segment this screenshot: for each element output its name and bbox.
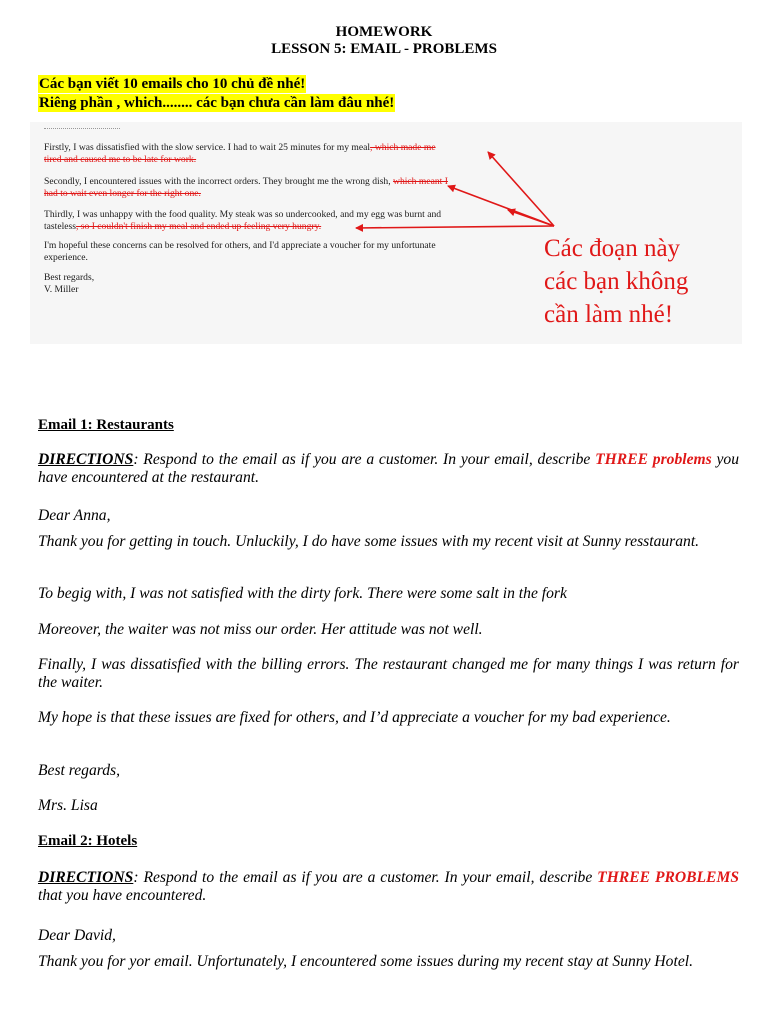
sample-line: Firstly, I was dissatisfied with the slow service. I had to wait 25 minutes for my meal, which made me <box>44 142 436 153</box>
sample-line: I'm hopeful these concerns can be resolved for others, and I'd appreciate a voucher for my unfortunate <box>44 240 436 251</box>
directions-label: DIRECTIONS <box>38 451 134 468</box>
email1-paragraph-1: Thank you for getting in touch. Unluckily, I do have some issues with my recent visit at Sunny resstaurant. <box>38 533 700 550</box>
email1-greeting: Dear Anna, <box>38 507 111 524</box>
struck-clause: , which made me <box>370 142 436 153</box>
sample-line: Secondly, I encountered issues with the incorrect orders. They brought me the wrong dish, which meant I <box>44 176 448 187</box>
struck-clause: tired and caused me to be late for work. <box>44 154 197 165</box>
struck-clause: had to wait even longer for the right one. <box>44 188 201 199</box>
email1-paragraph-3: Moreover, the waiter was not miss our order. Her attitude was not well. <box>38 621 483 638</box>
directions-emphasis: THREE problems <box>595 451 712 468</box>
homework-title: HOMEWORK <box>335 24 433 40</box>
email2-heading: Email 2: Hotels <box>38 833 138 849</box>
sample-closing: Best regards, <box>44 272 95 283</box>
email1-heading: Email 1: Restaurants <box>38 417 174 433</box>
email2-paragraph-1: Thank you for yor email. Unfortunately, I encountered some issues during my recent stay at Sunny Hotel. <box>38 953 693 970</box>
directions-emphasis: THREE PROBLEMS <box>597 869 740 886</box>
annotation-note: Các đoạn này các bạn không cần làm nhé! <box>544 235 689 328</box>
email1-closing: Best regards, <box>38 762 121 779</box>
email2-directions: DIRECTIONS: Respond to the email as if you are a customer. In your email, describe THREE PROBLEMS that you have encountered. <box>38 869 740 904</box>
email1-directions: DIRECTIONS: Respond to the email as if you are a customer. In your email, describe THREE problems you have encountered at the restaurant. <box>38 451 740 486</box>
email1-signature: Mrs. Lisa <box>38 797 98 814</box>
sample-signature: V. Miller <box>44 284 79 295</box>
sample-line: experience. <box>44 252 88 263</box>
struck-clause: which meant I <box>393 176 448 187</box>
sample-line: tasteless, so I couldn't finish my meal and ended up feeling very hungry. <box>44 221 322 232</box>
email1-paragraph-5: My hope is that these issues are fixed for others, and I’d appreciate a voucher for my bad experience. <box>38 709 671 726</box>
sample-line: Thirdly, I was unhappy with the food quality. My steak was so undercooked, and my egg was burnt and <box>44 209 442 220</box>
email1-paragraph-2: To begig with, I was not satisfied with the dirty fork. There were some salt in the fork <box>38 585 567 602</box>
struck-clause: , so I couldn't finish my meal and ended up feeling very hungry. <box>75 221 322 232</box>
lesson-title: LESSON 5: EMAIL - PROBLEMS <box>271 41 497 57</box>
highlighted-instruction-1: Các bạn viết 10 emails cho 10 chủ đề nhé! <box>39 76 306 92</box>
sample-email-image <box>30 122 742 344</box>
email2-greeting: Dear David, <box>38 927 116 944</box>
directions-label: DIRECTIONS <box>38 869 134 886</box>
email1-paragraph-4: Finally, I was dissatisfied with the billing errors. The restaurant changed me for many things I was return for the waiter. <box>38 656 739 691</box>
arrow-4 <box>356 226 554 228</box>
highlighted-instruction-2: Riêng phần , which........ các bạn chưa cần làm đâu nhé! <box>39 95 395 111</box>
